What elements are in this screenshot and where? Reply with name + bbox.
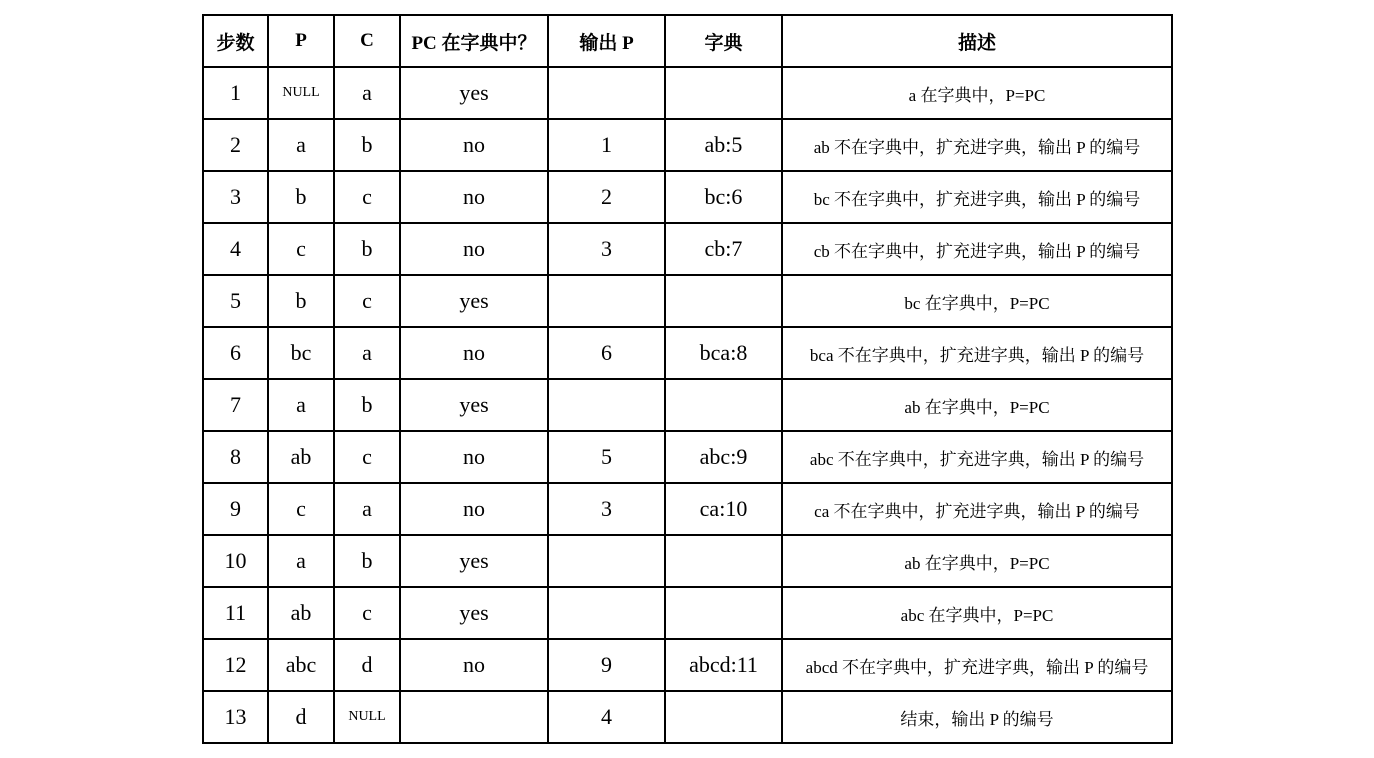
cell-dictionary xyxy=(665,535,782,587)
cell-step: 11 xyxy=(203,587,268,639)
cell-dictionary: ca:10 xyxy=(665,483,782,535)
header-p: P xyxy=(268,15,334,67)
cell-output-p xyxy=(548,275,665,327)
cell-p: ab xyxy=(268,431,334,483)
table-row xyxy=(203,535,1172,587)
cell-c: c xyxy=(334,171,400,223)
cell-description: ab 在字典中，P=PC xyxy=(782,535,1172,587)
header-step: 步数 xyxy=(203,15,268,67)
cell-p: bc xyxy=(268,327,334,379)
cell-c: a xyxy=(334,483,400,535)
cell-step: 12 xyxy=(203,639,268,691)
cell-output-p: 1 xyxy=(548,119,665,171)
cell-p: c xyxy=(268,483,334,535)
cell-output-p: 3 xyxy=(548,483,665,535)
cell-description: ca 不在字典中，扩充进字典，输出 P 的编号 xyxy=(782,483,1172,535)
cell-pc-in-dict: yes xyxy=(400,587,548,639)
cell-p: c xyxy=(268,223,334,275)
table-row xyxy=(203,379,1172,431)
cell-pc-in-dict: yes xyxy=(400,379,548,431)
cell-description: cb 不在字典中，扩充进字典，输出 P 的编号 xyxy=(782,223,1172,275)
lzw-encoding-table xyxy=(202,14,1173,744)
cell-pc-in-dict: no xyxy=(400,639,548,691)
cell-description: ab 不在字典中，扩充进字典，输出 P 的编号 xyxy=(782,119,1172,171)
cell-pc-in-dict: no xyxy=(400,223,548,275)
cell-pc-in-dict: no xyxy=(400,327,548,379)
cell-p: a xyxy=(268,379,334,431)
lzw-table-container xyxy=(202,14,1173,744)
cell-pc-in-dict: yes xyxy=(400,275,548,327)
cell-dictionary: ab:5 xyxy=(665,119,782,171)
cell-step: 7 xyxy=(203,379,268,431)
cell-p: b xyxy=(268,171,334,223)
cell-dictionary xyxy=(665,275,782,327)
table-row xyxy=(203,327,1172,379)
cell-description: bca 不在字典中，扩充进字典，输出 P 的编号 xyxy=(782,327,1172,379)
cell-p: NULL xyxy=(268,67,334,119)
cell-p: b xyxy=(268,275,334,327)
cell-dictionary: cb:7 xyxy=(665,223,782,275)
table-row xyxy=(203,275,1172,327)
cell-pc-in-dict: yes xyxy=(400,67,548,119)
cell-output-p: 3 xyxy=(548,223,665,275)
cell-c: a xyxy=(334,67,400,119)
cell-c: b xyxy=(334,379,400,431)
table-row xyxy=(203,223,1172,275)
cell-c: c xyxy=(334,587,400,639)
cell-dictionary: abcd:11 xyxy=(665,639,782,691)
cell-pc-in-dict xyxy=(400,691,548,743)
table-row xyxy=(203,639,1172,691)
cell-step: 4 xyxy=(203,223,268,275)
header-dictionary: 字典 xyxy=(665,15,782,67)
cell-output-p: 4 xyxy=(548,691,665,743)
cell-description: bc 在字典中，P=PC xyxy=(782,275,1172,327)
cell-output-p: 6 xyxy=(548,327,665,379)
cell-c: NULL xyxy=(334,691,400,743)
cell-pc-in-dict: no xyxy=(400,431,548,483)
header-row xyxy=(203,15,1172,67)
cell-description: a 在字典中，P=PC xyxy=(782,67,1172,119)
cell-p: d xyxy=(268,691,334,743)
cell-c: a xyxy=(334,327,400,379)
cell-pc-in-dict: no xyxy=(400,483,548,535)
cell-output-p xyxy=(548,535,665,587)
cell-pc-in-dict: no xyxy=(400,119,548,171)
cell-c: d xyxy=(334,639,400,691)
cell-step: 1 xyxy=(203,67,268,119)
cell-output-p xyxy=(548,67,665,119)
cell-output-p: 2 xyxy=(548,171,665,223)
cell-c: b xyxy=(334,223,400,275)
cell-step: 5 xyxy=(203,275,268,327)
cell-description: 结束，输出 P 的编号 xyxy=(782,691,1172,743)
cell-description: abc 在字典中，P=PC xyxy=(782,587,1172,639)
cell-c: c xyxy=(334,431,400,483)
header-c: C xyxy=(334,15,400,67)
table-row xyxy=(203,119,1172,171)
header-description: 描述 xyxy=(782,15,1172,67)
cell-step: 6 xyxy=(203,327,268,379)
cell-output-p: 5 xyxy=(548,431,665,483)
cell-output-p xyxy=(548,587,665,639)
cell-dictionary xyxy=(665,379,782,431)
cell-dictionary: bc:6 xyxy=(665,171,782,223)
table-body xyxy=(203,67,1172,743)
header-output-p: 输出 P xyxy=(548,15,665,67)
cell-p: ab xyxy=(268,587,334,639)
cell-c: c xyxy=(334,275,400,327)
cell-dictionary xyxy=(665,587,782,639)
cell-description: abc 不在字典中，扩充进字典，输出 P 的编号 xyxy=(782,431,1172,483)
cell-step: 3 xyxy=(203,171,268,223)
table-row xyxy=(203,67,1172,119)
cell-step: 10 xyxy=(203,535,268,587)
cell-description: bc 不在字典中，扩充进字典，输出 P 的编号 xyxy=(782,171,1172,223)
table-row xyxy=(203,171,1172,223)
cell-dictionary xyxy=(665,691,782,743)
cell-description: abcd 不在字典中，扩充进字典，输出 P 的编号 xyxy=(782,639,1172,691)
cell-step: 8 xyxy=(203,431,268,483)
cell-dictionary: abc:9 xyxy=(665,431,782,483)
cell-step: 9 xyxy=(203,483,268,535)
cell-step: 2 xyxy=(203,119,268,171)
table-row xyxy=(203,431,1172,483)
cell-p: abc xyxy=(268,639,334,691)
cell-pc-in-dict: no xyxy=(400,171,548,223)
table-row xyxy=(203,587,1172,639)
cell-output-p: 9 xyxy=(548,639,665,691)
cell-p: a xyxy=(268,535,334,587)
cell-description: ab 在字典中，P=PC xyxy=(782,379,1172,431)
cell-c: b xyxy=(334,119,400,171)
table-row xyxy=(203,691,1172,743)
table-header xyxy=(203,15,1172,67)
cell-step: 13 xyxy=(203,691,268,743)
cell-c: b xyxy=(334,535,400,587)
header-pc-in-dict: PC 在字典中？ xyxy=(400,15,548,67)
cell-dictionary: bca:8 xyxy=(665,327,782,379)
cell-output-p xyxy=(548,379,665,431)
cell-dictionary xyxy=(665,67,782,119)
cell-pc-in-dict: yes xyxy=(400,535,548,587)
table-row xyxy=(203,483,1172,535)
cell-p: a xyxy=(268,119,334,171)
